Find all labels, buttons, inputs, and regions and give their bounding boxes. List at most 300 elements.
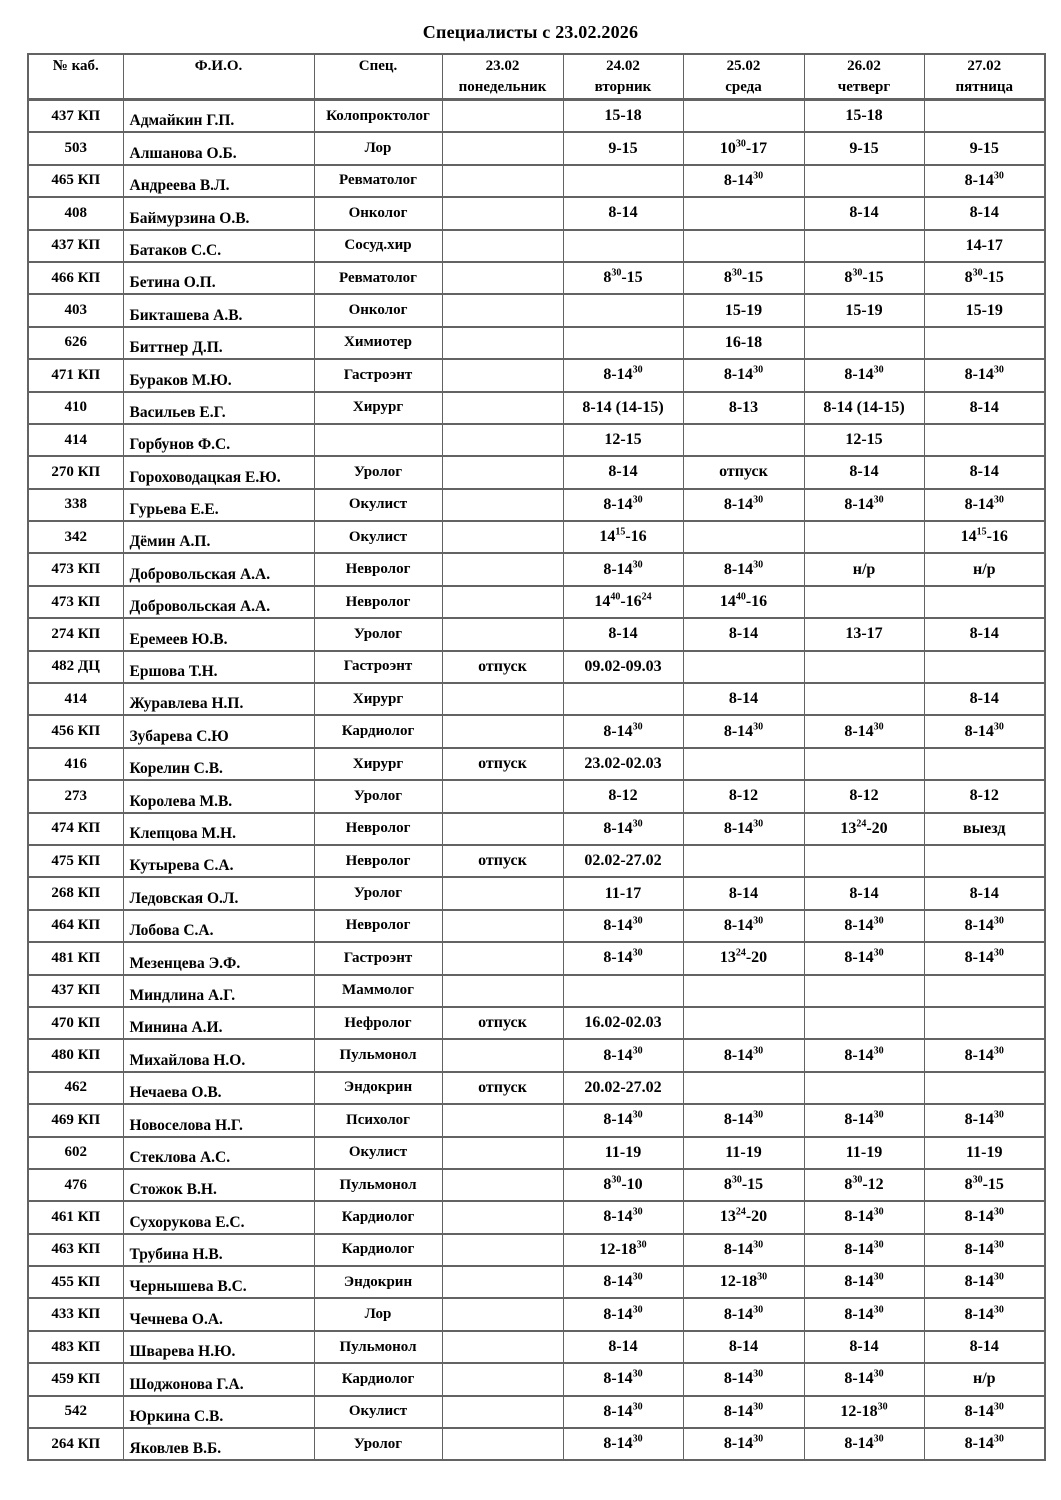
schedule-cell-wed: $8^{30}-15$: [683, 262, 804, 294]
schedule-cell-thu: $8-14^{30}$: [804, 1201, 924, 1233]
room-cell: 437 КП: [28, 230, 123, 262]
schedule-cell-fri: $8-14^{30}$: [924, 489, 1045, 521]
schedule-cell-wed: 8-13: [683, 392, 804, 424]
schedule-cell-wed: [683, 1007, 804, 1039]
room-cell: 342: [28, 521, 123, 553]
doctor-name-cell: Чернышева В.С.: [123, 1266, 314, 1298]
doctor-name-cell: Бикташева А.В.: [123, 294, 314, 326]
doctor-name-cell: Михайлова Н.О.: [123, 1039, 314, 1071]
room-cell: 469 КП: [28, 1104, 123, 1136]
table-row: [28, 813, 1045, 845]
schedule-cell-mon: [442, 359, 563, 391]
room-cell: 274 КП: [28, 618, 123, 650]
schedule-cell-tue: 8-14: [563, 1331, 683, 1363]
specialty-cell: Пульмонол: [314, 1169, 442, 1201]
schedule-cell-thu: $8-14^{30}$: [804, 910, 924, 942]
schedule-cell-fri: 8-14: [924, 683, 1045, 715]
schedule-cell-thu: $8-14^{30}$: [804, 1234, 924, 1266]
schedule-cell-mon: [442, 262, 563, 294]
schedule-cell-mon: [442, 942, 563, 974]
room-cell: 416: [28, 748, 123, 780]
specialty-cell: Хирург: [314, 392, 442, 424]
doctor-name-cell: Лобова С.А.: [123, 910, 314, 942]
specialty-cell: Пульмонол: [314, 1039, 442, 1071]
specialty-cell: Уролог: [314, 1428, 442, 1460]
schedule-cell-fri: [924, 1072, 1045, 1104]
schedule-cell-wed: $8-14^{30}$: [683, 489, 804, 521]
schedule-cell-tue: $8-14^{30}$: [563, 1201, 683, 1233]
specialty-cell: Пульмонол: [314, 1331, 442, 1363]
room-cell: 414: [28, 683, 123, 715]
schedule-cell-tue: 23.02-02.03: [563, 748, 683, 780]
schedule-cell-wed: [683, 1072, 804, 1104]
specialty-cell: Уролог: [314, 456, 442, 488]
schedule-cell-thu: 13-17: [804, 618, 924, 650]
column-header-wed: [683, 54, 804, 100]
schedule-cell-mon: [442, 1266, 563, 1298]
column-header-label: Спец.: [358, 58, 398, 74]
table-row: [28, 424, 1045, 456]
table-row: [28, 359, 1045, 391]
schedule-cell-mon: [442, 230, 563, 262]
schedule-cell-tue: 11-17: [563, 877, 683, 909]
specialty-cell: Уролог: [314, 877, 442, 909]
table-row: [28, 715, 1045, 747]
schedule-cell-fri: $8^{30}-15$: [924, 1169, 1045, 1201]
doctor-name-cell: Биттнер Д.П.: [123, 327, 314, 359]
room-cell: 273: [28, 780, 123, 812]
specialty-cell: Невролог: [314, 813, 442, 845]
room-cell: 414: [28, 424, 123, 456]
schedule-cell-fri: 8-14: [924, 1331, 1045, 1363]
doctor-name-cell: Ледовская О.Л.: [123, 877, 314, 909]
column-header-label: 27.02: [967, 58, 1002, 74]
schedule-cell-wed: $14^{40}-16$: [683, 586, 804, 618]
doctor-name-cell: Юркина С.В.: [123, 1396, 314, 1428]
column-header-weekday: пятница: [955, 79, 1014, 95]
schedule-cell-fri: $14^{15}-16$: [924, 521, 1045, 553]
table-row: [28, 1201, 1045, 1233]
specialty-cell: Ревматолог: [314, 165, 442, 197]
schedule-cell-thu: [804, 327, 924, 359]
room-cell: 464 КП: [28, 910, 123, 942]
schedule-cell-fri: 8-14: [924, 197, 1045, 229]
schedule-cell-thu: $13^{24}-20$: [804, 813, 924, 845]
schedule-cell-thu: 8-14: [804, 1331, 924, 1363]
schedule-cell-mon: [442, 132, 563, 164]
doctor-name-cell: Горбунов Ф.С.: [123, 424, 314, 456]
table-row: [28, 683, 1045, 715]
schedule-cell-fri: н/р: [924, 553, 1045, 585]
schedule-cell-tue: $8-14^{30}$: [563, 1266, 683, 1298]
schedule-cell-wed: [683, 424, 804, 456]
room-cell: 410: [28, 392, 123, 424]
doctor-name-cell: Шоджонова Г.А.: [123, 1363, 314, 1395]
doctor-name-cell: Добровольская А.А.: [123, 586, 314, 618]
schedule-cell-mon: [442, 715, 563, 747]
doctor-name-cell: Стожок В.Н.: [123, 1169, 314, 1201]
specialty-cell: Невролог: [314, 910, 442, 942]
schedule-cell-thu: 12-15: [804, 424, 924, 456]
column-header-weekday: понедельник: [458, 79, 547, 95]
specialty-cell: Нефролог: [314, 1007, 442, 1039]
schedule-cell-thu: [804, 748, 924, 780]
schedule-cell-mon: [442, 1104, 563, 1136]
schedule-cell-tue: 15-18: [563, 100, 683, 133]
schedule-cell-wed: [683, 748, 804, 780]
column-header-label: 24.02: [606, 58, 640, 74]
schedule-cell-tue: $12-18^{30}$: [563, 1234, 683, 1266]
room-cell: 270 КП: [28, 456, 123, 488]
schedule-cell-thu: [804, 1007, 924, 1039]
schedule-cell-wed: [683, 651, 804, 683]
table-row: [28, 197, 1045, 229]
schedule-cell-fri: $8-14^{30}$: [924, 1201, 1045, 1233]
schedule-cell-tue: 8-14: [563, 456, 683, 488]
table-row: [28, 521, 1045, 553]
room-cell: 602: [28, 1137, 123, 1169]
schedule-cell-fri: 11-19: [924, 1137, 1045, 1169]
doctor-name-cell: Кутырева С.А.: [123, 845, 314, 877]
room-cell: 475 КП: [28, 845, 123, 877]
column-header-label: 23.02: [485, 58, 520, 74]
schedule-cell-wed: [683, 975, 804, 1007]
schedule-cell-mon: [442, 553, 563, 585]
specialty-cell: Онколог: [314, 197, 442, 229]
room-cell: 473 КП: [28, 586, 123, 618]
schedule-cell-thu: $8-14^{30}$: [804, 1428, 924, 1460]
schedule-cell-tue: [563, 230, 683, 262]
schedule-cell-wed: $8-14^{30}$: [683, 1234, 804, 1266]
schedule-cell-tue: $8-14^{30}$: [563, 1396, 683, 1428]
table-row: [28, 780, 1045, 812]
schedule-cell-thu: [804, 230, 924, 262]
schedule-cell-fri: [924, 327, 1045, 359]
schedule-cell-mon: [442, 327, 563, 359]
schedule-cell-wed: $8-14^{30}$: [683, 553, 804, 585]
schedule-cell-fri: 8-14: [924, 456, 1045, 488]
schedule-cell-tue: $8-14^{30}$: [563, 942, 683, 974]
column-header-label: 25.02: [726, 58, 761, 74]
room-cell: 471 КП: [28, 359, 123, 391]
table-row: [28, 1266, 1045, 1298]
table-row: [28, 230, 1045, 262]
schedule-cell-thu: $8-14^{30}$: [804, 715, 924, 747]
specialty-cell: Невролог: [314, 845, 442, 877]
column-header-mon: [442, 54, 563, 100]
table-row: [28, 586, 1045, 618]
schedule-cell-wed: $8-14^{30}$: [683, 715, 804, 747]
schedule-cell-fri: 8-14: [924, 618, 1045, 650]
schedule-cell-wed: $10^{30}-17$: [683, 132, 804, 164]
column-header-weekday: вторник: [594, 79, 652, 95]
schedule-cell-fri: [924, 845, 1045, 877]
schedule-cell-mon: [442, 780, 563, 812]
schedule-cell-thu: [804, 1072, 924, 1104]
schedule-cell-fri: $8-14^{30}$: [924, 1428, 1045, 1460]
schedule-cell-tue: 8-14 (14-15): [563, 392, 683, 424]
table-row: [28, 1104, 1045, 1136]
schedule-cell-mon: отпуск: [442, 845, 563, 877]
doctor-name-cell: Чечнева О.А.: [123, 1298, 314, 1330]
schedule-cell-tue: 09.02-09.03: [563, 651, 683, 683]
column-header-fio: [123, 54, 314, 100]
schedule-cell-mon: [442, 197, 563, 229]
doctor-name-cell: Нечаева О.В.: [123, 1072, 314, 1104]
schedule-cell-fri: 8-12: [924, 780, 1045, 812]
doctor-name-cell: Еремеев Ю.В.: [123, 618, 314, 650]
specialty-cell: Невролог: [314, 586, 442, 618]
room-cell: 462: [28, 1072, 123, 1104]
schedule-cell-mon: [442, 910, 563, 942]
room-cell: 437 КП: [28, 975, 123, 1007]
room-cell: 437 КП: [28, 100, 123, 133]
room-cell: 542: [28, 1396, 123, 1428]
schedule-cell-mon: [442, 1039, 563, 1071]
table-row: [28, 618, 1045, 650]
page-title: Специалисты с 23.02.2026: [422, 22, 639, 42]
schedule-cell-wed: $8-14^{30}$: [683, 1428, 804, 1460]
schedule-cell-tue: 8-14: [563, 618, 683, 650]
schedule-cell-wed: $8-14^{30}$: [683, 1396, 804, 1428]
column-header-thu: [804, 54, 924, 100]
schedule-cell-fri: [924, 100, 1045, 133]
room-cell: 408: [28, 197, 123, 229]
specialty-cell: Сосуд.хир: [314, 230, 442, 262]
schedule-cell-fri: 14-17: [924, 230, 1045, 262]
schedule-cell-thu: $12-18^{30}$: [804, 1396, 924, 1428]
schedule-cell-tue: 8-14: [563, 197, 683, 229]
column-header-weekday: среда: [725, 79, 762, 95]
schedule-cell-tue: $8-14^{30}$: [563, 1298, 683, 1330]
table-row: [28, 942, 1045, 974]
schedule-cell-tue: $8-14^{30}$: [563, 359, 683, 391]
schedule-cell-wed: $12-18^{30}$: [683, 1266, 804, 1298]
doctor-name-cell: Алшанова О.Б.: [123, 132, 314, 164]
schedule-cell-wed: $8-14^{30}$: [683, 813, 804, 845]
schedule-cell-fri: $8-14^{30}$: [924, 359, 1045, 391]
table-row: [28, 1072, 1045, 1104]
table-row: [28, 1234, 1045, 1266]
doctor-name-cell: Новоселова Н.Г.: [123, 1104, 314, 1136]
schedule-cell-wed: $8-14^{30}$: [683, 1104, 804, 1136]
schedule-cell-wed: [683, 100, 804, 133]
schedule-cell-mon: [442, 489, 563, 521]
doctor-name-cell: Мезенцева Э.Ф.: [123, 942, 314, 974]
specialty-cell: Гастроэнт: [314, 942, 442, 974]
doctor-name-cell: Зубарева С.Ю: [123, 715, 314, 747]
column-header-fri: [924, 54, 1045, 100]
doctor-name-cell: Васильев Е.Г.: [123, 392, 314, 424]
specialty-cell: Химиотер: [314, 327, 442, 359]
schedule-cell-wed: [683, 197, 804, 229]
schedule-cell-fri: $8-14^{30}$: [924, 715, 1045, 747]
schedule-cell-wed: 8-14: [683, 683, 804, 715]
column-header-spec: [314, 54, 442, 100]
table-row: [28, 456, 1045, 488]
room-cell: 456 КП: [28, 715, 123, 747]
schedule-cell-wed: $8-14^{30}$: [683, 1363, 804, 1395]
schedule-cell-tue: $8^{30}-15$: [563, 262, 683, 294]
doctor-name-cell: Минина А.И.: [123, 1007, 314, 1039]
specialty-cell: Гастроэнт: [314, 359, 442, 391]
schedule-cell-thu: $8-14^{30}$: [804, 1039, 924, 1071]
room-cell: 466 КП: [28, 262, 123, 294]
specialty-cell: Гастроэнт: [314, 651, 442, 683]
specialists-schedule-table: [27, 53, 1046, 1461]
doctor-name-cell: Батаков С.С.: [123, 230, 314, 262]
doctor-name-cell: Бетина О.П.: [123, 262, 314, 294]
schedule-cell-fri: н/р: [924, 1363, 1045, 1395]
schedule-cell-mon: [442, 1298, 563, 1330]
schedule-cell-mon: [442, 456, 563, 488]
schedule-cell-tue: 9-15: [563, 132, 683, 164]
schedule-cell-wed: [683, 845, 804, 877]
table-row: [28, 975, 1045, 1007]
room-cell: 480 КП: [28, 1039, 123, 1071]
specialty-cell: Лор: [314, 132, 442, 164]
room-cell: 626: [28, 327, 123, 359]
schedule-cell-tue: $8-14^{30}$: [563, 910, 683, 942]
specialty-cell: Колопроктолог: [314, 100, 442, 133]
schedule-cell-fri: $8-14^{30}$: [924, 1104, 1045, 1136]
schedule-cell-mon: отпуск: [442, 1072, 563, 1104]
schedule-cell-fri: $8-14^{30}$: [924, 1266, 1045, 1298]
schedule-cell-wed: 8-14: [683, 618, 804, 650]
schedule-cell-thu: [804, 586, 924, 618]
table-row: [28, 748, 1045, 780]
schedule-cell-mon: [442, 1396, 563, 1428]
table-row: [28, 1039, 1045, 1071]
schedule-cell-wed: $8-14^{30}$: [683, 1039, 804, 1071]
schedule-cell-tue: 12-15: [563, 424, 683, 456]
schedule-cell-wed: $8-14^{30}$: [683, 359, 804, 391]
schedule-cell-wed: $13^{24}-20$: [683, 942, 804, 974]
specialty-cell: Кардиолог: [314, 1363, 442, 1395]
table-row: [28, 100, 1045, 133]
schedule-cell-mon: [442, 877, 563, 909]
schedule-cell-tue: $8^{30}-10$: [563, 1169, 683, 1201]
table-row: [28, 910, 1045, 942]
specialty-cell: Онколог: [314, 294, 442, 326]
schedule-cell-fri: [924, 975, 1045, 1007]
table-row: [28, 132, 1045, 164]
doctor-name-cell: Яковлев В.Б.: [123, 1428, 314, 1460]
schedule-cell-fri: $8-14^{30}$: [924, 1039, 1045, 1071]
schedule-cell-thu: [804, 651, 924, 683]
header-row: [28, 54, 1045, 100]
schedule-cell-thu: $8^{30}-15$: [804, 262, 924, 294]
schedule-cell-thu: 11-19: [804, 1137, 924, 1169]
schedule-cell-fri: 15-19: [924, 294, 1045, 326]
schedule-cell-tue: $8-14^{30}$: [563, 1428, 683, 1460]
schedule-cell-mon: [442, 424, 563, 456]
table-row: [28, 1298, 1045, 1330]
schedule-cell-tue: [563, 165, 683, 197]
schedule-cell-wed: 8-14: [683, 1331, 804, 1363]
schedule-cell-thu: 15-19: [804, 294, 924, 326]
doctor-name-cell: Дёмин А.П.: [123, 521, 314, 553]
doctor-name-cell: Баймурзина О.В.: [123, 197, 314, 229]
specialty-cell: Маммолог: [314, 975, 442, 1007]
schedule-cell-wed: 11-19: [683, 1137, 804, 1169]
schedule-cell-fri: [924, 424, 1045, 456]
schedule-cell-tue: [563, 975, 683, 1007]
schedule-cell-fri: 8-14: [924, 392, 1045, 424]
room-cell: 463 КП: [28, 1234, 123, 1266]
table-row: [28, 553, 1045, 585]
room-cell: 482 ДЦ: [28, 651, 123, 683]
specialty-cell: Кардиолог: [314, 1234, 442, 1266]
schedule-cell-fri: $8-14^{30}$: [924, 165, 1045, 197]
schedule-cell-wed: [683, 230, 804, 262]
schedule-cell-fri: $8-14^{30}$: [924, 910, 1045, 942]
specialty-cell: Эндокрин: [314, 1072, 442, 1104]
schedule-cell-fri: $8-14^{30}$: [924, 1234, 1045, 1266]
specialty-cell: Невролог: [314, 553, 442, 585]
specialty-cell: Кардиолог: [314, 715, 442, 747]
room-cell: 268 КП: [28, 877, 123, 909]
schedule-body: [28, 100, 1045, 1461]
schedule-cell-mon: [442, 100, 563, 133]
table-row: [28, 877, 1045, 909]
specialty-cell: Окулист: [314, 1396, 442, 1428]
schedule-cell-mon: [442, 165, 563, 197]
schedule-cell-mon: [442, 1428, 563, 1460]
room-cell: 474 КП: [28, 813, 123, 845]
schedule-cell-tue: [563, 294, 683, 326]
schedule-cell-mon: [442, 683, 563, 715]
schedule-cell-wed: $8-14^{30}$: [683, 165, 804, 197]
specialty-cell: Эндокрин: [314, 1266, 442, 1298]
doctor-name-cell: Сухорукова Е.С.: [123, 1201, 314, 1233]
specialty-cell: Кардиолог: [314, 1201, 442, 1233]
schedule-cell-thu: $8-14^{30}$: [804, 1104, 924, 1136]
schedule-cell-thu: $8-14^{30}$: [804, 1298, 924, 1330]
table-row: [28, 1137, 1045, 1169]
specialty-cell: Хирург: [314, 683, 442, 715]
specialty-cell: Окулист: [314, 1137, 442, 1169]
specialty-cell: [314, 424, 442, 456]
schedule-cell-wed: $8^{30}-15$: [683, 1169, 804, 1201]
schedule-cell-mon: [442, 294, 563, 326]
doctor-name-cell: Корелин С.В.: [123, 748, 314, 780]
schedule-cell-thu: $8^{30}-12$: [804, 1169, 924, 1201]
schedule-cell-tue: $14^{40}-16^{24}$: [563, 586, 683, 618]
column-header-label: № каб.: [52, 58, 99, 74]
table-row: [28, 651, 1045, 683]
schedule-cell-mon: отпуск: [442, 748, 563, 780]
schedule-cell-fri: $8^{30}-15$: [924, 262, 1045, 294]
column-header-weekday: [315, 78, 442, 96]
room-cell: 503: [28, 132, 123, 164]
table-row: [28, 262, 1045, 294]
specialty-cell: Окулист: [314, 489, 442, 521]
specialty-cell: Окулист: [314, 521, 442, 553]
schedule-cell-mon: [442, 975, 563, 1007]
schedule-cell-wed: 15-19: [683, 294, 804, 326]
schedule-cell-mon: [442, 1169, 563, 1201]
specialty-cell: Ревматолог: [314, 262, 442, 294]
schedule-cell-tue: 16.02-02.03: [563, 1007, 683, 1039]
doctor-name-cell: Журавлева Н.П.: [123, 683, 314, 715]
schedule-cell-mon: [442, 1331, 563, 1363]
schedule-cell-fri: [924, 1007, 1045, 1039]
schedule-cell-mon: [442, 618, 563, 650]
specialty-cell: Хирург: [314, 748, 442, 780]
column-header-label: 26.02: [847, 58, 881, 74]
table-row: [28, 294, 1045, 326]
